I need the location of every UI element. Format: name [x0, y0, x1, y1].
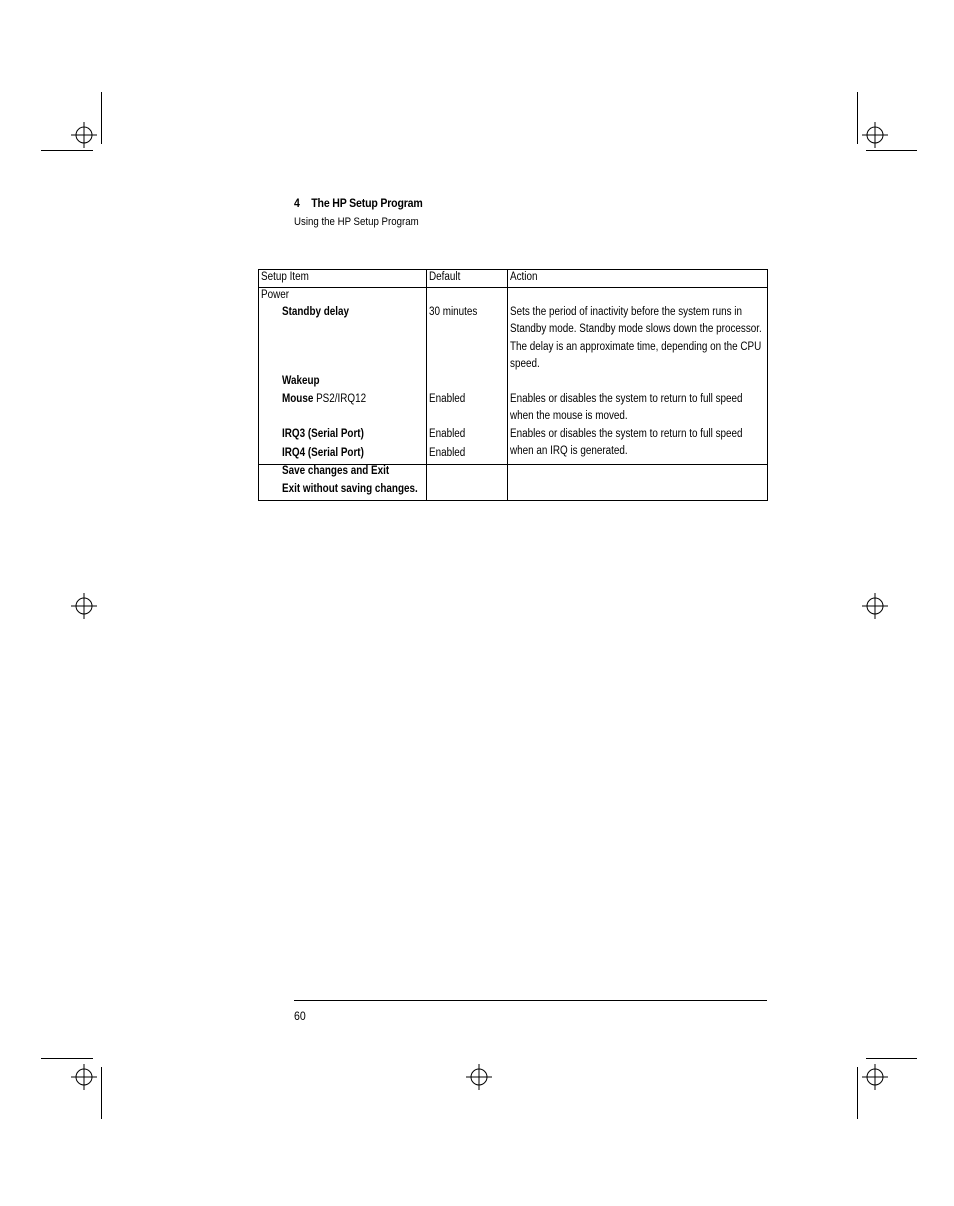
default-standby-delay: 30 minutes	[429, 306, 478, 318]
action-mouse: Enables or disables the system to return to full speed when the mouse is moved.	[510, 393, 743, 423]
footer-rule	[294, 1000, 767, 1001]
page-number: 60	[294, 1009, 306, 1023]
setup-item-irq4: IRQ4 (Serial Port)	[282, 447, 364, 459]
chapter-title: The HP Setup Program	[311, 196, 423, 210]
setup-item-save-exit: Save changes and Exit	[282, 465, 390, 477]
group-label-power: Power	[261, 289, 290, 301]
registration-mark-icon	[466, 1064, 492, 1090]
column-header-default: Default	[429, 271, 461, 283]
registration-mark-icon	[862, 1064, 888, 1090]
setup-item-standby-delay: Standby delay	[282, 306, 350, 318]
setup-item-mouse: Mouse PS2/IRQ12	[282, 393, 367, 405]
default-mouse: Enabled	[429, 393, 466, 405]
group-label-wakeup: Wakeup	[282, 375, 320, 387]
default-irq3: Enabled	[429, 428, 466, 440]
column-header-action: Action	[510, 271, 538, 283]
registration-mark-icon	[71, 593, 97, 619]
setup-item-irq3: IRQ3 (Serial Port)	[282, 428, 364, 440]
registration-mark-icon	[862, 593, 888, 619]
default-irq4: Enabled	[429, 447, 466, 459]
section-title: Using the HP Setup Program	[294, 216, 419, 228]
registration-mark-icon	[71, 122, 97, 148]
column-header-setup-item: Setup Item	[261, 271, 309, 283]
action-irq: Enables or disables the system to return to full speed when an IRQ is generated.	[510, 428, 743, 458]
registration-mark-icon	[862, 122, 888, 148]
setup-item-exit-no-save: Exit without saving changes.	[282, 483, 418, 495]
chapter-number: 4	[294, 196, 300, 210]
setup-items-table	[258, 269, 768, 501]
chapter-heading	[294, 196, 423, 210]
registration-mark-icon	[71, 1064, 97, 1090]
action-standby-delay: Sets the period of inactivity before the system runs in Standby mode. Standby mode slows down the processor. The delay is an approximate time, depending on the CPU speed.	[510, 306, 762, 370]
